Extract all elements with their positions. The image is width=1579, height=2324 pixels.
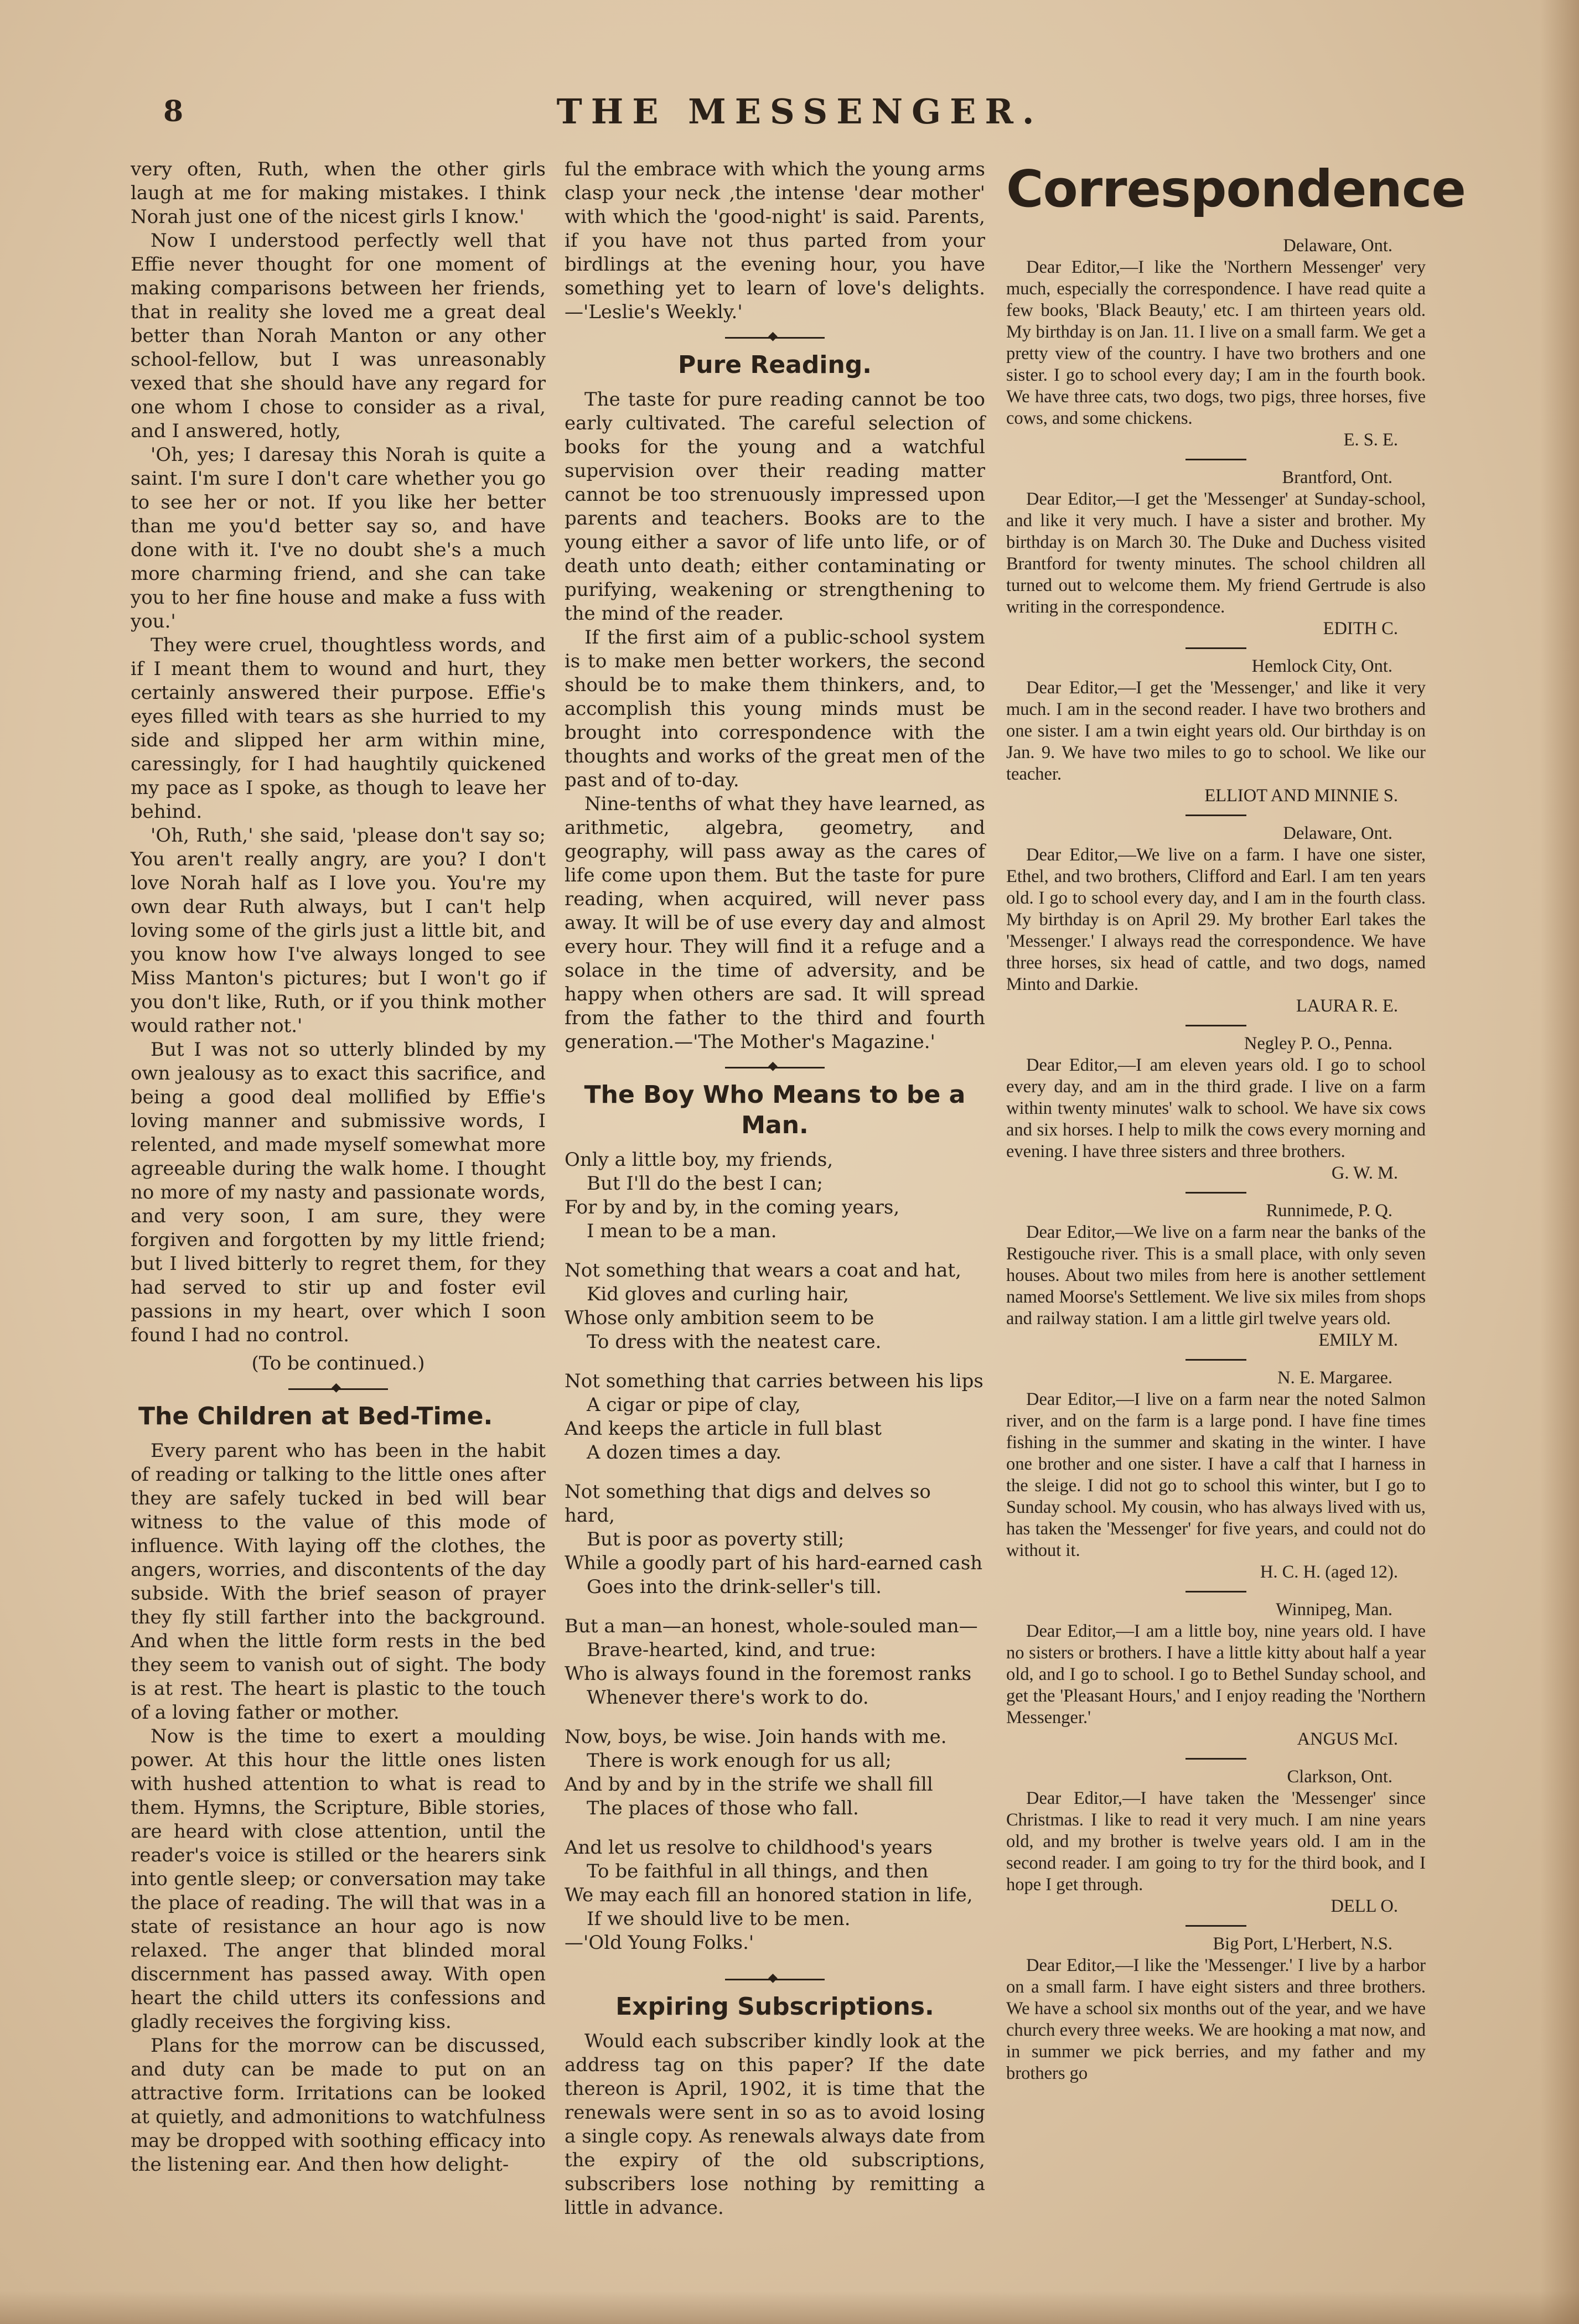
paragraph: Now I understood perfectly well that Effie never thought for one moment of making comparisons between her friends, that in reality she loved me a great deal better than Norah Manton or any other school-fellow, but I was unreasonably vexed that she should have any regard for one whom I chose to consider as a rival, and I answered, hotly, <box>131 230 546 442</box>
poem-line: While a goodly part of his hard-earned cash <box>565 1552 983 1574</box>
poem-line: Who is always found in the foremost ranks <box>565 1663 972 1685</box>
poem-line: We may each fill an honored station in life, <box>565 1884 973 1906</box>
poem-line: Only a little boy, my friends, <box>565 1149 833 1171</box>
letter-divider <box>1185 1025 1246 1026</box>
page-header <box>163 91 1436 141</box>
poem-line: I mean to be a man. <box>587 1220 777 1242</box>
letters-list <box>1006 235 1426 2084</box>
page-bottom-shadow <box>0 2291 1579 2324</box>
poem-line: To dress with the neatest care. <box>587 1331 882 1353</box>
poem-line: Not something that carries between his lips <box>565 1370 983 1392</box>
section-divider <box>565 329 985 345</box>
masthead: THE MESSENGER. <box>556 91 1043 132</box>
poem-line: Now, boys, be wise. Join hands with me. <box>565 1726 947 1748</box>
letter-divider <box>1185 1758 1246 1760</box>
paragraph: 'Oh, Ruth,' she said, 'please don't say so; You aren't really angry, are you? I don't love Norah half as I love you. You're my own dear Ruth always, but I can't help loving some of the girls just a little bit, and you know how I've always longed to see Miss Manton's pictures; but I won't go if you don't like, Ruth, or if you think mother would rather not.' <box>131 824 546 1037</box>
poem-stanza <box>565 1725 985 1820</box>
paragraph: 'Oh, yes; I daresay this Norah is quite a saint. I'm sure I don't care whether you go to see her or not. If you like her better than me you'd better say so, and have done with it. I've no doubt she's a much more charming friend, and she can take you to her fine house and make a fuss with you.' <box>131 444 546 632</box>
poem-line: The places of those who fall. <box>587 1797 859 1819</box>
bedtime-title: The Children at Bed-Time. <box>138 1402 493 1430</box>
paragraph: But I was not so utterly blinded by my own jealousy as to exact this sacrifice, and being a good deal mollified by Effie's loving manner and submissive words, I relented, and made myself somewhat more agreeable during the walk home. I thought no more of my nasty and passionate words, and very soon, I am sure, they were forgiven and forgotten by my little friend; but I lived bitterly to regret them, for they had served to stir up and foster evil passions in my heart, over which I soon found I had no control. <box>131 1039 546 1346</box>
expiring-title: Expiring Subscriptions. <box>615 1993 934 2021</box>
letter <box>1006 1599 1426 1750</box>
letter <box>1006 467 1426 640</box>
letter-place: Winnipeg, Man. <box>1276 1600 1392 1620</box>
letter-signature: EDITH C. <box>1323 619 1398 639</box>
letter-signature: DELL O. <box>1330 1896 1398 1917</box>
poem-line: A cigar or pipe of clay, <box>587 1394 801 1416</box>
poem <box>565 1148 985 1955</box>
paragraph: The taste for pure reading cannot be too early cultivated. The careful selection of books for the young and a watchful supervision over their reading matter cannot be too strenuously impressed upon parents and teachers. Books are to the young either a savor of life unto life, or of death unto death; either contaminating or purifying, weakening or strengthening to the mind of the reader. <box>565 388 985 625</box>
pure-reading-title: Pure Reading. <box>678 351 872 379</box>
section-divider <box>565 1059 985 1075</box>
poem-line: There is work enough for us all; <box>587 1750 892 1772</box>
pure-reading-article <box>565 388 985 1054</box>
poem-title: The Boy Who Means to be a Man. <box>584 1081 966 1139</box>
poem-stanza <box>565 1836 985 1955</box>
story-continuation <box>131 158 546 1347</box>
letter-body: Dear Editor,—I get the 'Messenger' at Sunday-school, and like it very much. I have a sister and brother. My birthday is on March 30. The Duke and Duchess visited Brantford for twenty minutes. The school children all turned out to welcome them. My friend Gertrude is also writing in the correspondence. <box>1006 489 1426 618</box>
letter-signature: H. C. H. (aged 12). <box>1260 1562 1398 1583</box>
letter-body: Dear Editor,—I live on a farm near the noted Salmon river, and on the farm is a large pond. I have fine times fishing in the summer and skating in the winter. I have one brother and one sister. I have a calf that I harness in the sleige. I did not go to school this winter, but I go to Sunday school. My cousin, who has always lived with us, has taken the 'Messenger' for five years, and could not do without it. <box>1006 1389 1426 1561</box>
letter-body: Dear Editor,—I am a little boy, nine years old. I have no sisters or brothers. I have a little kitty about half a year old, and I go to school. I go to Bethel Sunday school, and get the 'Pleasant Hours,' and I enjoy reading the 'Northern Messenger.' <box>1006 1621 1426 1728</box>
letter-signature: EMILY M. <box>1318 1330 1398 1351</box>
poem-line: Kid gloves and curling hair, <box>587 1283 850 1305</box>
expiring-notice: Would each subscriber kindly look at the address tag on this paper? If the date thereon is April, 1902, it is time that the renewals were sent in so as to avoid losing a single copy. As renewals always date from the expiry of the old subscriptions, subscribers lose nothing by remitting a little in advance. <box>565 2030 985 2219</box>
letter-body: Dear Editor,—I am eleven years old. I go to school every day, and am in the third grade. I live on a farm within twenty minutes' walk to school. We have six cows and six horses. I help to milk the cows every morning and evening. I have three sisters and three brothers. <box>1006 1055 1426 1162</box>
poem-line: And by and by in the strife we shall fill <box>565 1773 933 1796</box>
poem-stanza <box>565 1148 985 1243</box>
poem-line: But I'll do the best I can; <box>587 1173 823 1195</box>
letter <box>1006 1766 1426 1917</box>
letter <box>1006 1933 1426 2084</box>
letter-place: Runnimede, P. Q. <box>1266 1201 1392 1221</box>
letter-body: Dear Editor,—I like the 'Messenger.' I live by a harbor on a small farm. I have eight sisters and three brothers. We have a school six months out of the year, and we have church every three weeks. We are hooking a mat now, and in summer we pick berries, and my father and my brothers go <box>1006 1955 1426 2084</box>
letter-signature: G. W. M. <box>1331 1163 1398 1184</box>
letter-place: Negley P. O., Penna. <box>1244 1034 1392 1054</box>
poem-line: Not something that wears a coat and hat, <box>565 1259 961 1282</box>
letter-place: Clarkson, Ont. <box>1287 1767 1392 1787</box>
letter <box>1006 235 1426 451</box>
page-edge-shadow <box>1540 0 1579 2324</box>
letter-divider <box>1185 647 1246 649</box>
letter-divider <box>1185 1192 1246 1194</box>
poem-line: And keeps the article in full blast <box>565 1418 882 1440</box>
paragraph: Now is the time to exert a moulding power. At this hour the little ones listen with hushed attention to what is read to them. Hymns, the Scripture, Bible stories, are heard with close attention, until the reader's voice is stilled or the hearers sink into gentle sleep; or conversation may take the place of reading. The will that was in a state of resistance an hour ago is now relaxed. The anger that blinded moral discernment has passed away. With open heart the child utters its confessions and gladly receives the forgiving kiss. <box>131 1725 546 2033</box>
column-3 <box>1006 158 1466 2091</box>
letter-signature: ANGUS McI. <box>1297 1729 1398 1750</box>
letter-place: Brantford, Ont. <box>1282 468 1392 488</box>
correspondence-title: Correspondence <box>1006 159 1466 219</box>
poem-stanza <box>565 1259 985 1354</box>
letter-place: Hemlock City, Ont. <box>1251 656 1392 677</box>
letter-place: Delaware, Ont. <box>1283 823 1392 844</box>
column-2 <box>565 158 985 2220</box>
paragraph: Nine-tenths of what they have learned, as arithmetic, algebra, geometry, and geography, will pass away as the cares of life come upon them. But the taste for pure reading, when acquired, will never pass away. It will be of use every day and almost every hour. They will find it a refuge and a solace in the time of adversity, and be happy when others are sad. It will spread from the father to the third and fourth generation.—'The Mother's Magazine.' <box>565 793 985 1053</box>
letter-signature: ELLIOT AND MINNIE S. <box>1204 786 1398 806</box>
letter <box>1006 823 1426 1017</box>
poem-line: Goes into the drink-seller's till. <box>587 1576 882 1598</box>
letter <box>1006 1033 1426 1184</box>
paragraph: very often, Ruth, when the other girls laugh at me for making mistakes. I think Norah just one of the nicest girls I know.' <box>131 158 546 228</box>
poem-line: Brave-hearted, kind, and true: <box>587 1639 876 1661</box>
paragraph: They were cruel, thoughtless words, and if I meant them to wound and hurt, they certainly answered their purpose. Effie's eyes filled with tears as she hurried to my side and slipped her arm within mine, caressingly, for I had haughtily quickened my pace as I spoke, as though to leave her behind. <box>131 634 546 823</box>
letter-divider <box>1185 1591 1246 1592</box>
to-be-continued: (To be continued.) <box>251 1352 425 1374</box>
section-divider <box>131 1380 546 1397</box>
bedtime-conclusion: ful the embrace with which the young arms clasp your neck ,the intense 'dear mother' with which the 'good-night' is said. Parents, if you have not thus parted from your birdlings at the evening hour, you have something yet to learn of love's delights.—'Leslie's Weekly.' <box>565 158 985 323</box>
letter <box>1006 1200 1426 1351</box>
letter-place: Delaware, Ont. <box>1283 236 1392 256</box>
letter-divider <box>1185 459 1246 460</box>
letter-body: Dear Editor,—We live on a farm. I have one sister, Ethel, and two brothers, Clifford and Earl. I am ten years old. I go to school every day, and I am in the fourth class. My birthday is on April 29. My brother Earl takes the 'Messenger.' I always read the correspondence. We have three horses, six head of cattle, and two dogs, named Minto and Darkie. <box>1006 845 1426 995</box>
letter-place: N. E. Margaree. <box>1277 1368 1392 1388</box>
poem-stanza <box>565 1480 985 1599</box>
letter-signature: E. S. E. <box>1343 430 1398 450</box>
poem-line: Whenever there's work to do. <box>587 1687 869 1709</box>
letter-body: Dear Editor,—We live on a farm near the banks of the Restigouche river. This is a small place, with only seven houses. About two miles from here is another settlement named Moorse's Settlement. We live six miles from shops and railway station. I am a little girl twelve years old. <box>1006 1222 1426 1329</box>
paragraph: If the first aim of a public-school system is to make men better workers, the second should be to make them thinkers, and, to accomplish this young minds must be brought into correspondence with the thoughts and works of the great men of the past and of to-day. <box>565 626 985 791</box>
letter <box>1006 656 1426 807</box>
letter-body: Dear Editor,—I like the 'Northern Messenger' very much, especially the correspondence. I have read quite a few books, 'Black Beauty,' etc. I am thirteen years old. My birthday is on Jan. 11. I live on a small farm. We get a pretty view of the country. I have two brothers and one sister. I go to school every day; I am in the fourth book. We have three cats, two dogs, two pigs, three horses, five cows, and some chickens. <box>1006 257 1426 429</box>
letter-body: Dear Editor,—I get the 'Messenger,' and like it very much. I am in the second reader. I have two brothers and one sister. I am a twin eight years old. Our birthday is on Jan. 9. We have two miles to go to school. We like our teacher. <box>1006 678 1426 785</box>
letter-divider <box>1185 1359 1246 1361</box>
poem-line: But is poor as poverty still; <box>587 1528 845 1550</box>
page-number: 8 <box>163 95 184 128</box>
poem-line: And let us resolve to childhood's years <box>565 1837 933 1859</box>
poem-line: A dozen times a day. <box>587 1441 782 1464</box>
column-1 <box>131 158 546 2177</box>
poem-stanza <box>565 1370 985 1465</box>
letter-divider <box>1185 815 1246 816</box>
poem-stanza <box>565 1615 985 1710</box>
poem-line: If we should live to be men. <box>587 1908 851 1930</box>
letter-divider <box>1185 1925 1246 1927</box>
poem-line: —'Old Young Folks.' <box>565 1932 754 1954</box>
poem-line: To be faithful in all things, and then <box>587 1860 929 1882</box>
paragraph: Plans for the morrow can be discussed, and duty can be made to put on an attractive form. Irritations can be looked at quietly, and admonitions to watchfulness may be dropped with soothing efficacy into the listening ear. And then how delight- <box>131 2035 546 2176</box>
poem-line: Not something that digs and delves so hard, <box>565 1481 931 1527</box>
letter <box>1006 1367 1426 1583</box>
section-divider <box>565 1970 985 1987</box>
bedtime-article <box>131 1439 546 2177</box>
poem-line: Whose only ambition seem to be <box>565 1307 874 1329</box>
letter-place: Big Port, L'Herbert, N.S. <box>1213 1934 1392 1954</box>
poem-line: But a man—an honest, whole-souled man— <box>565 1615 978 1637</box>
letter-signature: LAURA R. E. <box>1296 996 1398 1016</box>
poem-line: For by and by, in the coming years, <box>565 1196 900 1218</box>
paragraph: Every parent who has been in the habit of reading or talking to the little ones after they are safely tucked in bed will bear witness to the value of this mode of influence. With laying off the clothes, the angers, worries, and discontents of the day subside. With the brief season of prayer they fly still farther into the background. And when the little form rests in the bed they seem to vanish out of sight. The body is at rest. The heart is plastic to the touch of a loving father or mother. <box>131 1440 546 1724</box>
letter-body: Dear Editor,—I have taken the 'Messenger' since Christmas. I like to read it very much. I am nine years old, and my brother is twelve years old. I am in the second reader. I am going to try for the third book, and I hope I get through. <box>1006 1788 1426 1895</box>
